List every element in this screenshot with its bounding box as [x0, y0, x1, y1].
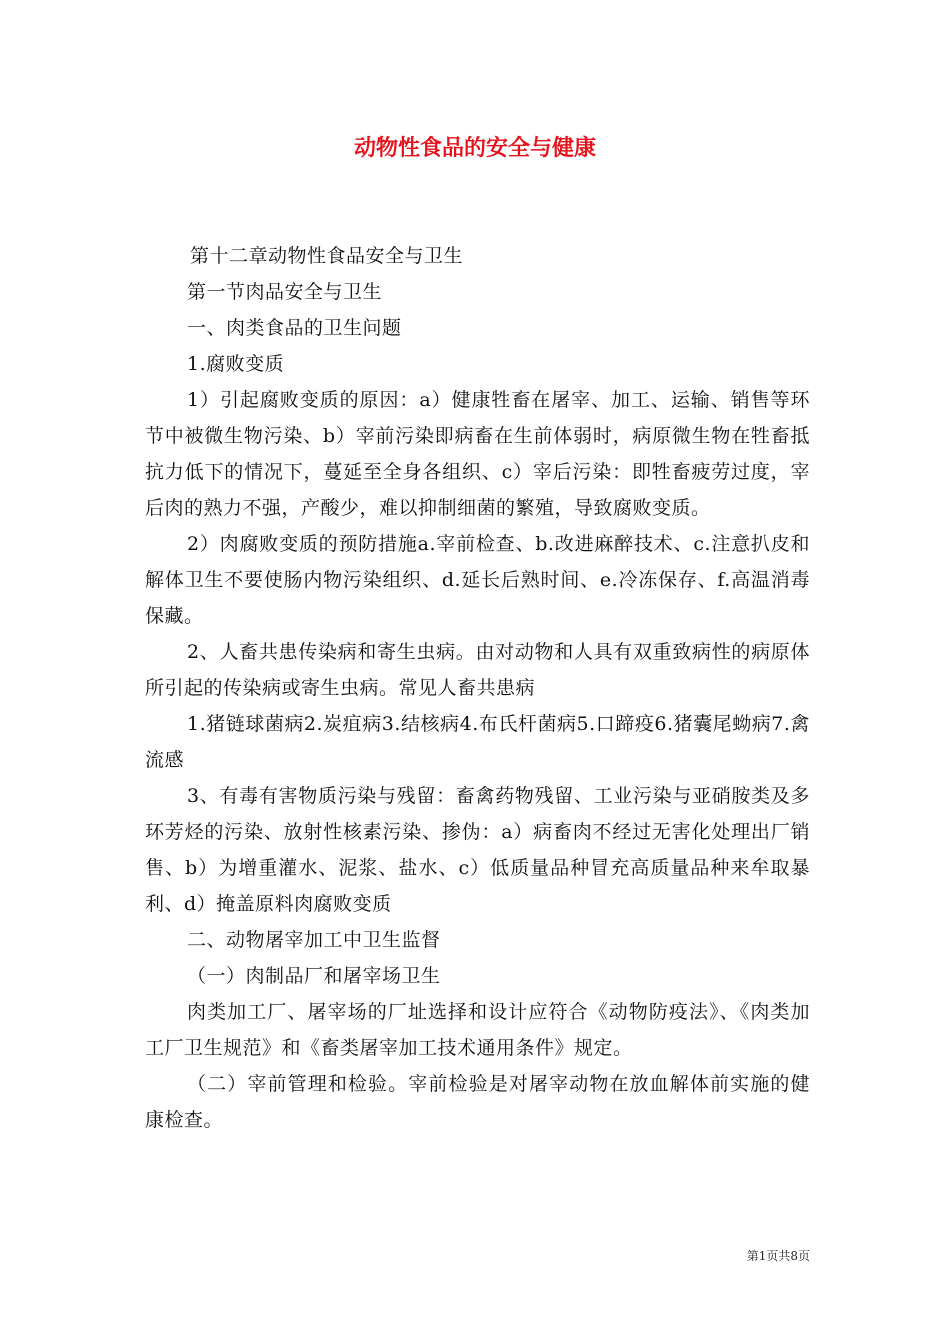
document-title: 动物性食品的安全与健康 [353, 136, 596, 161]
body-paragraph: 2）肉腐败变质的预防措施a.宰前检查、b.改进麻醉技术、c.注意扒皮和解体卫生不要使肠内物污染组织、d.延长后熟时间、e.冷冻保存、f.高温消毒保藏。 [145, 533, 810, 627]
page-number: 第1页共8页 [746, 1249, 810, 1263]
body-paragraph: （二）宰前管理和检验。宰前检验是对屠宰动物在放血解体前实施的健康检查。 [145, 1073, 810, 1131]
body-paragraph: 1）引起腐败变质的原因：a）健康牲畜在屠宰、加工、运输、销售等环节中被微生物污染、b）宰前污染即病畜在生前体弱时，病原微生物在牲畜抵抗力低下的情况下，蔓延至全身各组织、c）宰后污染：即牲畜疲劳过度，宰后肉的熟力不强，产酸少，难以抑制细菌的繁殖，导致腐败变质。 [145, 389, 810, 519]
subsection-heading: 一、肉类食品的卫生问题 [187, 317, 402, 339]
chapter-heading: 第十二章动物性食品安全与卫生 [190, 245, 464, 267]
body-paragraph: 2、人畜共患传染病和寄生虫病。由对动物和人具有双重致病性的病原体所引起的传染病或寄生虫病。常见人畜共患病 [145, 641, 810, 699]
body-paragraph: 肉类加工厂、屠宰场的厂址选择和设计应符合《动物防疫法》、《肉类加工厂卫生规范》和《畜类屠宰加工技术通用条件》规定。 [145, 1001, 810, 1059]
subsection-heading: 二、动物屠宰加工中卫生监督 [187, 929, 441, 951]
section-heading: 第一节肉品安全与卫生 [187, 281, 383, 303]
document-body [145, 238, 810, 1138]
body-paragraph: 3、有毒有害物质污染与残留：畜禽药物残留、工业污染与亚硝胺类及多环芳烃的污染、放射性核素污染、掺伪：a）病畜肉不经过无害化处理出厂销售、b）为增重灌水、泥浆、盐水、c）低质量品种冒充高质量品种来牟取暴利、d）掩盖原料肉腐败变质 [145, 785, 810, 915]
item-heading: 1.腐败变质 [187, 353, 285, 375]
sub-item-heading: （一）肉制品厂和屠宰场卫生 [187, 965, 441, 987]
body-paragraph: 1.猪链球菌病2.炭疽病3.结核病4.布氏杆菌病5.口蹄疫6.猪囊尾蚴病7.禽流感 [145, 713, 810, 771]
